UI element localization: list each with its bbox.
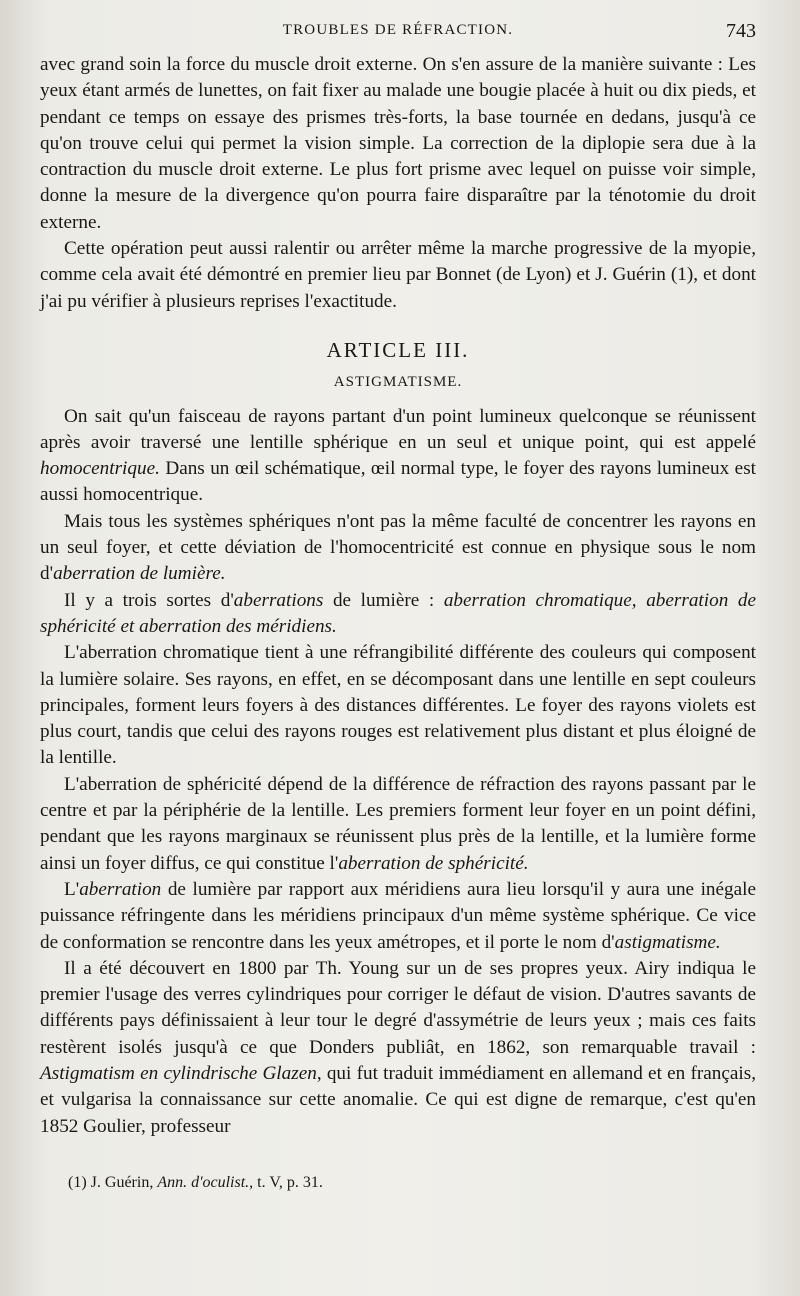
- italic-term: aberration de sphéricité et aberration des méridiens.: [40, 589, 756, 637]
- text-segment: On sait qu'un faisceau de rayons partant d'un point lumineux quelconque se réunissent après avoir traversé une lentille sphérique en un seul et unique point, qui est appelé: [40, 405, 756, 453]
- italic-term: Ann. d'oculist.: [157, 1173, 250, 1191]
- paragraph-3: [40, 404, 756, 509]
- text-segment: L'aberration de sphéricité dépend de la différence de réfraction des rayons passant par le centre et par la périphérie de la lentille. Les premiers forment leur foyer en un point défini, pendant que les rayons marginaux se réunissent plus près de la lentille, et la lumière forme ainsi un foyer diffus, ce qui constitue l': [40, 773, 756, 874]
- text-segment: L': [64, 878, 80, 900]
- paragraph-5: [40, 588, 756, 641]
- italic-term: homocentrique.: [40, 458, 160, 480]
- body-text: [40, 52, 756, 1140]
- running-head: TROUBLES DE RÉFRACTION.: [282, 22, 514, 38]
- italic-term: aberration chromatique: [443, 589, 632, 611]
- italic-term: astigmatisme.: [614, 931, 721, 953]
- text-segment: Dans un œil schématique, œil normal type, le foyer des rayons lumineux est aussi homocentrique.: [40, 458, 756, 506]
- paragraph-1: avec grand soin la force du muscle droit externe. On s'en assure de la manière suivante : Les yeux étant armés de lunettes, on fait fixer au malade une bougie placée à huit ou dix pieds, et pendant ce temps on essaye des prismes très-forts, la base tournée en dedans, jusqu'à ce qu'on trouve celui qui permet la vision simple. La correction de la diplopie sera due à la contraction du muscle droit externe. Le plus fort prisme avec lequel on puisse voir simple, donne la mesure de la divergence qu'on pourra faire disparaître par la ténotomie du droit externe.: [40, 54, 756, 233]
- page-header: [40, 18, 756, 52]
- text-segment: , t. V, p. 31.: [249, 1173, 323, 1191]
- italic-term: aberrations: [233, 589, 324, 611]
- text-segment: de lumière :: [323, 589, 444, 611]
- paragraph-4: [40, 509, 756, 588]
- paragraph-6: L'aberration chromatique tient à une réfrangibilité différente des couleurs qui composent la lumière solaire. Ses rayons, en effet, en se décomposant dans une lentille en sept couleurs principales, forment leurs foyers à des distances différentes. Le foyer des rayons violets est plus court, tandis que celui des rayons rouges est relativement plus distant et plus éloigné de la lentille.: [40, 642, 756, 769]
- text-segment: , qui fut traduit immédiament en allemand et en français, et vulgarisa la connaissance sur cette anomalie. Ce qui est digne de remarque, c'est qu'en 1852 Goulier, professeur: [40, 1062, 756, 1137]
- text-segment: de lumière par rapport aux méridiens aura lieu lorsqu'il y aura une inégale puissance réfringente dans les méridiens principaux d'un même système sphérique. Ce vice de conformation se rencontre dans les yeux amétropes, et il porte le nom d': [40, 878, 756, 953]
- footnote: [40, 1174, 756, 1192]
- text-segment: Il a été découvert en 1800 par Th. Young sur un de ses propres yeux. Airy indiqua le premier l'usage des verres cylindriques pour corriger le défaut de vision. D'autres savants de différents pays définissaient à leur tour le degré d'assymétrie de leurs yeux ; mais ces faits restèrent isolés jusqu'à ce que Donders publiât, en 1862, son remarquable travail :: [40, 957, 756, 1058]
- paragraph-7: [40, 772, 756, 877]
- paragraph-2: Cette opération peut aussi ralentir ou arrêter même la marche progressive de la myopie, comme cela avait été démontré en premier lieu par Bonnet (de Lyon) et J. Guérin (1), et dont j'ai pu vérifier à plusieurs reprises l'exactitude.: [40, 238, 756, 312]
- italic-term: Astigmatism en cylindrische Glazen: [40, 1062, 317, 1084]
- article-title: ARTICLE III.: [326, 337, 470, 362]
- paragraph-8: [40, 877, 756, 956]
- paragraph-9: [40, 956, 756, 1140]
- text-segment: Il y a trois sortes d': [64, 589, 234, 611]
- italic-term: aberration de lumière.: [53, 563, 226, 585]
- text-segment: (1) J. Guérin,: [68, 1173, 158, 1191]
- italic-term: aberration: [79, 878, 162, 900]
- text-segment: Mais tous les systèmes sphériques n'ont pas la même faculté de concentrer les rayons en un seul foyer, et cette déviation de l'homocentricité est connue en physique sous le nom d': [40, 510, 756, 585]
- article-subtitle: ASTIGMATISME.: [333, 374, 463, 391]
- italic-term: aberration de sphéricité.: [338, 852, 529, 874]
- page-number: 743: [726, 20, 756, 42]
- text-segment: ,: [631, 589, 647, 611]
